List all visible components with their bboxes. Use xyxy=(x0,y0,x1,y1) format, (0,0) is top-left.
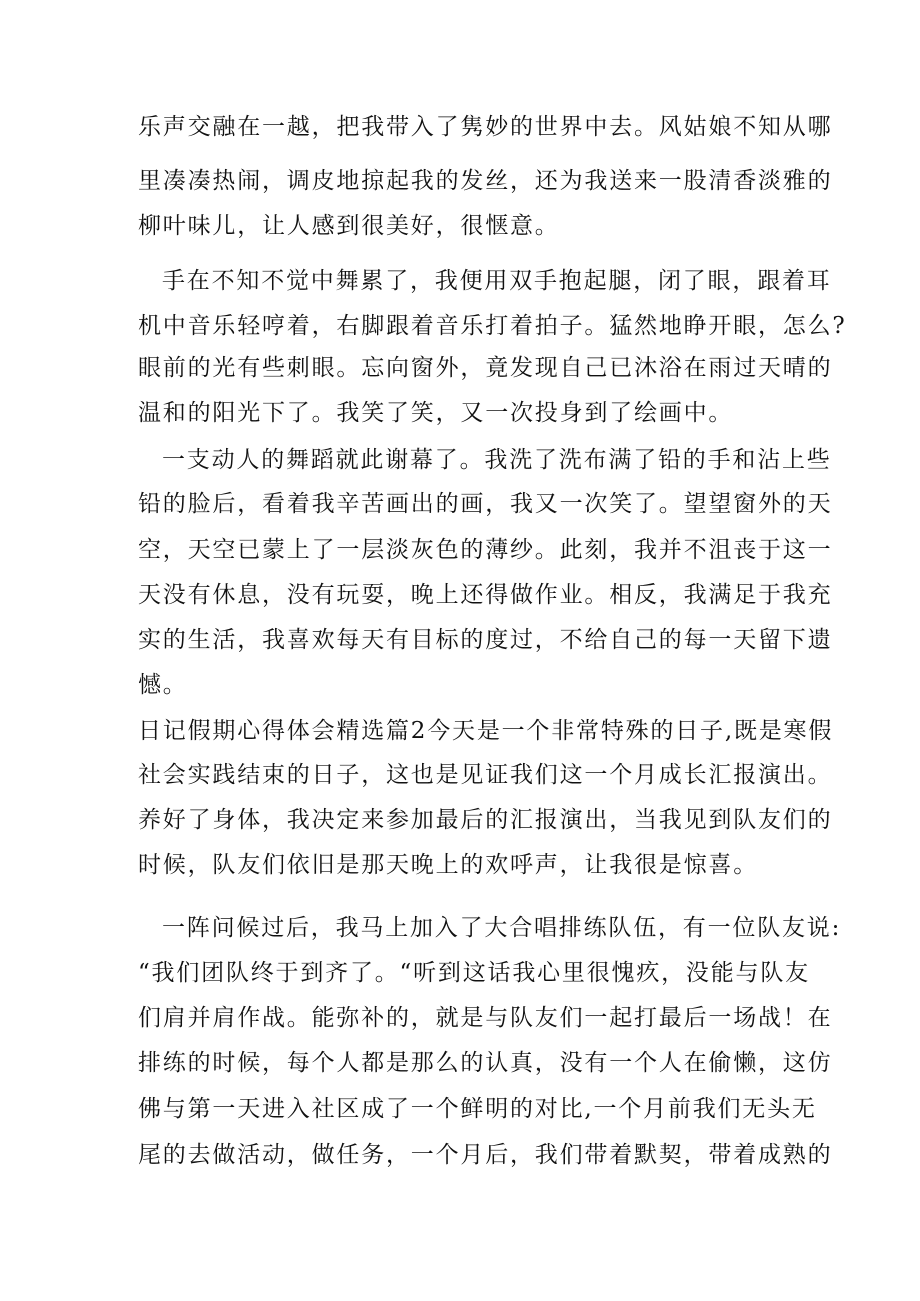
text-line-9: 铅的脸后，看着我辛苦画出的画，我又一次笑了。望望窗外的天 xyxy=(138,491,833,517)
text-line-10: 空，天空已蒙上了一层淡灰色的薄纱。此刻，我并不沮丧于这一 xyxy=(138,537,833,563)
text-line-3: 柳叶味儿，让人感到很美好，很惬意。 xyxy=(138,213,560,239)
text-line-15: 社会实践结束的日子，这也是见证我们这一个月成长汇报演出。 xyxy=(138,762,833,788)
text-line-16: 养好了身体，我决定来参加最后的汇报演出，当我见到队友们的 xyxy=(138,807,833,833)
text-line-12: 实的生活，我喜欢每天有目标的度过，不给自己的每一天留下遗 xyxy=(138,627,833,653)
text-line-23: 尾的去做活动，做任务，一个月后，我们带着默契，带着成熟的 xyxy=(138,1142,833,1168)
text-line-4: 手在不知不觉中舞累了，我便用双手抱起腿，闭了眼，跟着耳 xyxy=(162,268,832,294)
text-line-13: 憾。 xyxy=(138,672,188,698)
text-line-20: 们肩并肩作战。能弥补的，就是与队友们一起打最后一场战！在 xyxy=(138,1005,833,1031)
text-line-17: 时候，队友们依旧是那天晚上的欢呼声，让我很是惊喜。 xyxy=(138,852,758,878)
text-line-18: 一阵问候过后，我马上加入了大合唱排练队伍，有一位队友说: xyxy=(162,915,842,941)
text-line-19: “我们团队终于到齐了。“听到这话我心里很愧疚，没能与队友 xyxy=(138,960,810,986)
text-line-14: 日记假期心得体会精选篇2今天是一个非常特殊的日子,既是寒假 xyxy=(138,718,834,744)
text-line-7: 温和的阳光下了。我笑了笑，又一次投身到了绘画中。 xyxy=(138,400,734,426)
text-line-8: 一支动人的舞蹈就此谢幕了。我洗了洗布满了铅的手和沾上些 xyxy=(162,447,832,473)
text-line-21: 排练的时候，每个人都是那么的认真，没有一个人在偷懒，这仿 xyxy=(138,1050,833,1076)
text-line-22: 佛与第一天进入社区成了一个鲜明的对比,一个月前我们无头无 xyxy=(138,1096,817,1122)
text-line-2: 里凑凑热闹，调皮地掠起我的发丝，还为我送来一股清香淡雅的 xyxy=(138,168,833,194)
text-line-11: 天没有休息，没有玩耍，晚上还得做作业。相反，我满足于我充 xyxy=(138,582,833,608)
text-line-1: 乐声交融在一越，把我带入了隽妙的世界中去。风姑娘不知从哪 xyxy=(138,114,833,140)
text-line-5: 机中音乐轻哼着，右脚跟着音乐打着拍子。猛然地睁开眼，怎么? xyxy=(138,313,847,339)
text-line-6: 眼前的光有些刺眼。忘向窗外，竟发现自己已沐浴在雨过天晴的 xyxy=(138,355,833,381)
